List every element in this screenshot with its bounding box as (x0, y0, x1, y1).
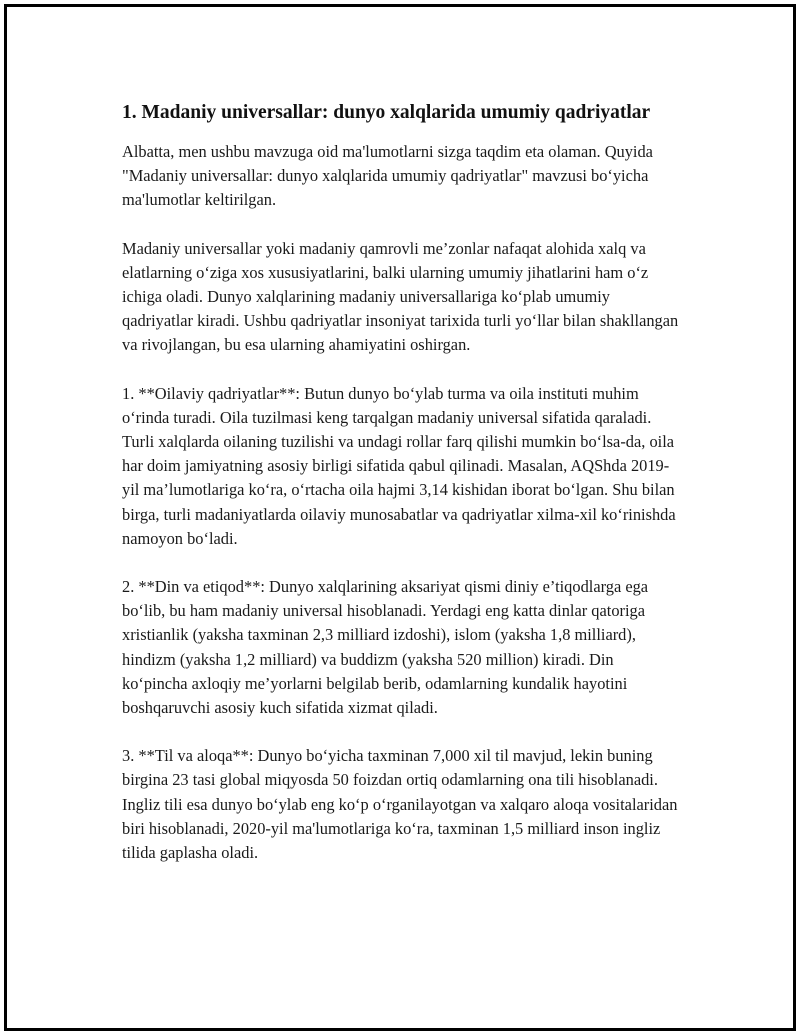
document-page (4, 4, 796, 1031)
paragraph-religion: 2. **Din va etiqod**: Dunyo xalqlarining aksariyat qismi diniy e’tiqodlarga ega bo‘lib, bu ham madaniy universal hisoblanadi. Yerdagi eng katta dinlar qatoriga xristianlik (yaksha taxminan 2,3 milliard izdoshi), islom (yaksha 1,8 milliard), hindizm (yaksha 1,2 milliard) va buddizm (yaksha 520 million) kiradi. Din ko‘pincha axloqiy me’yorlarni belgilab berib, odamlarning kundalik hayotini boshqaruvchi asosiy kuch sifatida xizmat qiladi. (122, 577, 649, 718)
paragraph-intro: Albatta, men ushbu mavzuga oid ma'lumotlarni sizga taqdim eta olaman. Quyida "Madaniy universallar: dunyo xalqlarida umumiy qadriyatlar" mavzusi bo‘yicha ma'lumotlar keltirilgan. (122, 142, 653, 210)
paragraph-family-values: 1. **Oilaviy qadriyatlar**: Butun dunyo bo‘ylab turma va oila instituti muhim o‘rinda turadi. Oila tuzilmasi keng tarqalgan madaniy universal sifatida qaraladi. Turli xalqlarda oilaning tuzilishi va undagi rollar farq qilishi mumkin bo‘lsa-da, oila har doim jamiyatning asosiy birligi sifatida qabul qilinadi. Masalan, AQShda 2019-yil ma’lumotlariga ko‘ra, o‘rtacha oila hajmi 3,14 kishidan iborat bo‘lgan. Shu bilan birga, turli madaniyatlarda oilaviy munosabatlar va qadriyatlar xilma-xil ko‘rinishda namoyon bo‘ladi. (122, 383, 676, 548)
document-title: 1. Madaniy universallar: dunyo xalqlarida umumiy qadriyatlar (122, 102, 651, 123)
document-body (122, 99, 682, 889)
paragraph-overview: Madaniy universallar yoki madaniy qamrovli me’zonlar nafaqat alohida xalq va elatlarning o‘ziga xos xususiyatlarini, balki ularning umumiy jihatlarini ham o‘z ichiga oladi. Dunyo xalqlarining madaniy universallariga ko‘plab umumiy qadriyatlar kiradi. Ushbu qadriyatlar insoniyat tarixida turli yo‘llar bilan shakllangan va rivojlangan, bu esa ularning ahamiyatini oshirgan. (122, 238, 679, 355)
paragraph-language: 3. **Til va aloqa**: Dunyo bo‘yicha taxminan 7,000 xil til mavjud, lekin buning birgina 23 tasi global miqyosda 50 foizdan ortiq odamlarning ona tili hisoblanadi. Ingliz tili esa dunyo bo‘ylab eng ko‘p o‘rganilayotgan va xalqaro aloqa vositalaridan biri hisoblanadi, 2020-yil ma'lumotlariga ko‘ra, taxminan 1,5 milliard inson ingliz tilida gaplasha oladi. (122, 746, 678, 863)
